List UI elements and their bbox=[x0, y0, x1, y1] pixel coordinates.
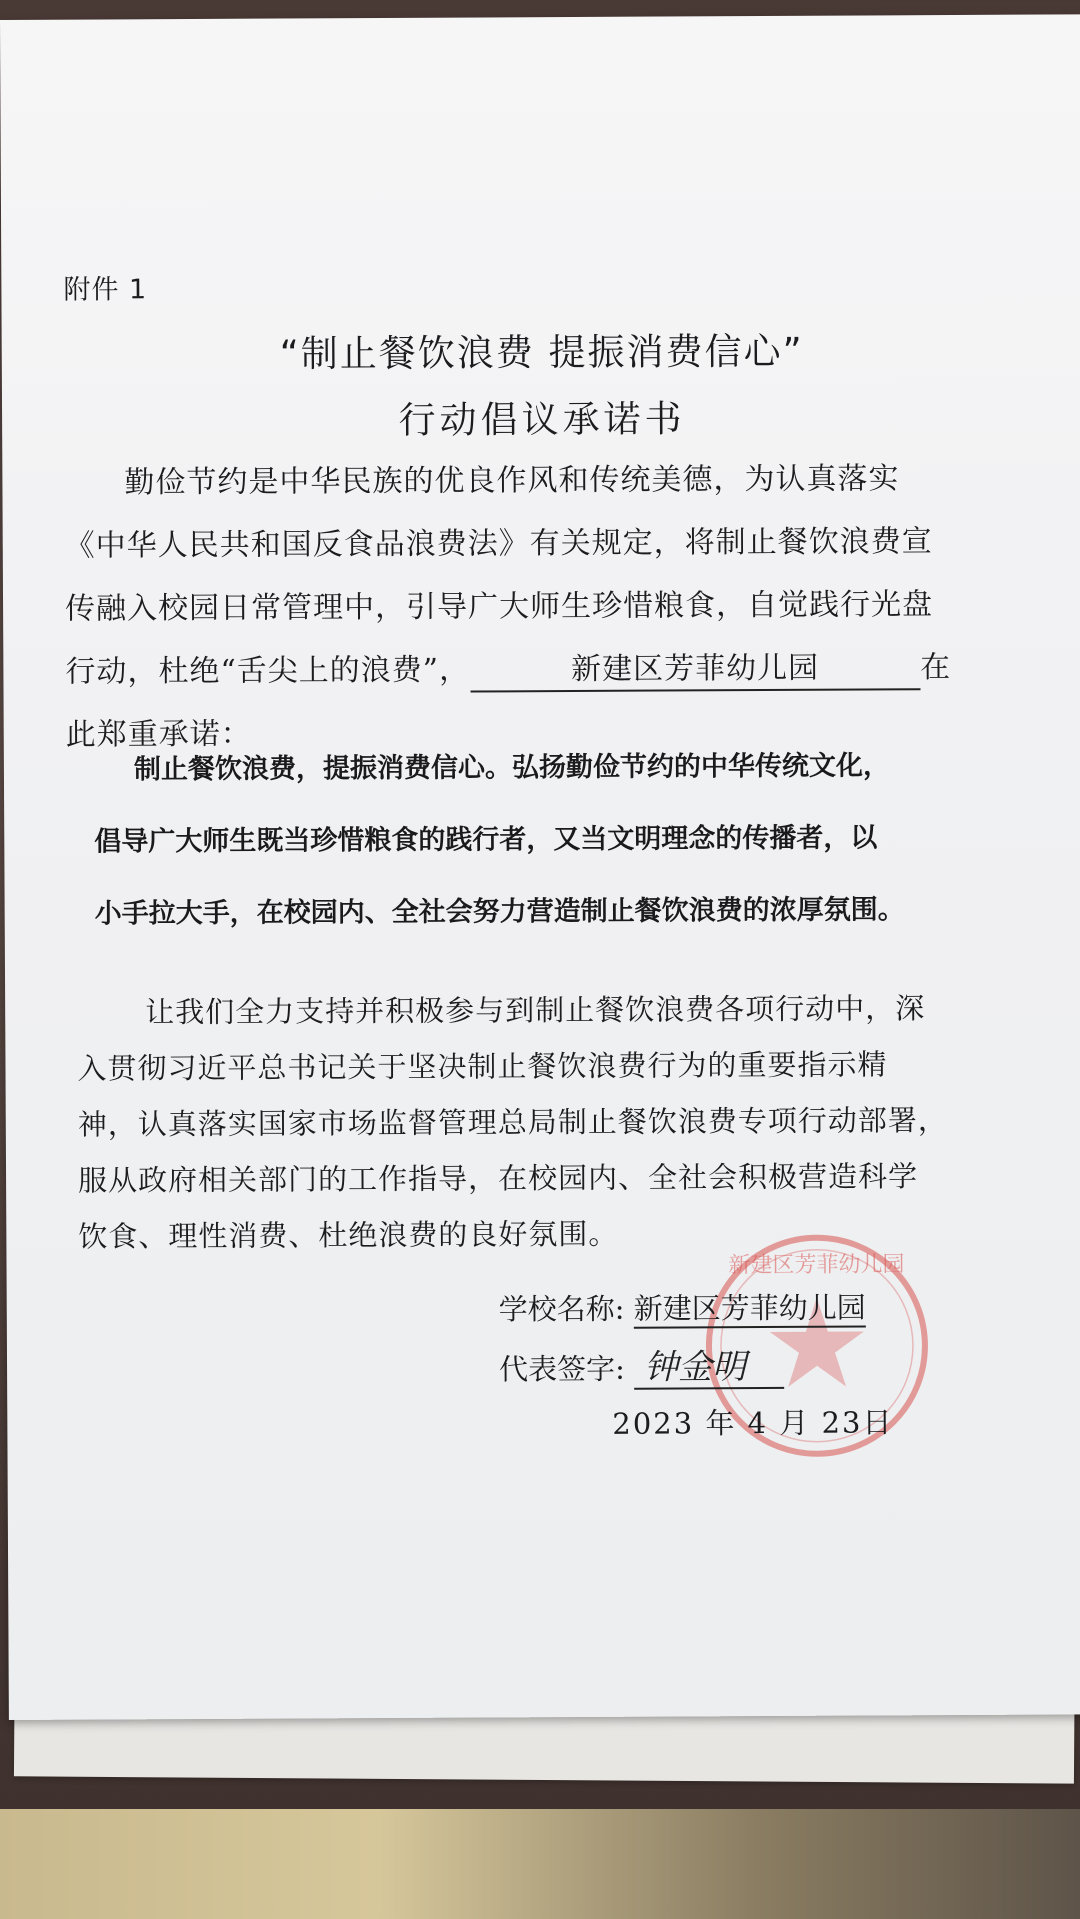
paragraph-line: 服从政府相关部门的工作指导，在校园内、全社会积极营造科学 bbox=[77, 1159, 919, 1198]
paragraph-text: 在 bbox=[919, 650, 952, 686]
paragraph-action bbox=[77, 980, 978, 1265]
paragraph-line: 神，认真落实国家市场监督管理总局制止餐饮浪费专项行动部署， bbox=[77, 1103, 948, 1142]
school-name-value: 新建区芳菲幼儿园 bbox=[634, 1289, 866, 1328]
representative-label: 代表签字: bbox=[498, 1351, 625, 1387]
handwritten-signature: 钟金明 bbox=[634, 1347, 784, 1390]
signature-block bbox=[499, 1277, 867, 1399]
paragraph-line: 入贯彻习近平总书记关于坚决制止餐饮浪费行为的重要指示精 bbox=[77, 1047, 888, 1086]
table-surface bbox=[0, 1809, 1080, 1919]
date-row bbox=[612, 1400, 893, 1442]
date-day-unit: 日 bbox=[862, 1405, 894, 1440]
date-year: 2023 bbox=[612, 1406, 695, 1441]
document-title-line2: 行动倡议承诺书 bbox=[398, 397, 686, 442]
paragraph-line: 让我们全力支持并积极参与到制止餐饮浪费各项行动中，深 bbox=[145, 991, 926, 1030]
date-month-unit: 月 bbox=[779, 1405, 811, 1440]
school-name-label: 学校名称: bbox=[498, 1291, 625, 1327]
paragraph-line: 此郑重承诺： bbox=[65, 716, 252, 753]
stamp-text: 新建区芳菲幼儿园 bbox=[728, 1252, 905, 1279]
date-month: 4 bbox=[747, 1405, 769, 1441]
paragraph-line: 《中华人民共和国反食品浪费法》有关规定，将制止餐饮浪费宣 bbox=[64, 524, 933, 564]
paragraph-intro bbox=[64, 447, 966, 767]
attachment-label: 附件 1 bbox=[63, 274, 148, 306]
document-sheet bbox=[0, 14, 1080, 1720]
paragraph-line-with-fill bbox=[65, 636, 965, 704]
paragraph-line: 勤俭节约是中华民族的优良作风和传统美德，为认真落实 bbox=[124, 461, 900, 501]
paragraph-line: 小手拉大手，在校园内、全社会努力营造制止餐饮浪费的浓厚氛围。 bbox=[94, 894, 905, 930]
paragraph-line: 制止餐饮浪费，提振消费信心。弘扬勤俭节约的中华传统文化， bbox=[133, 750, 890, 786]
paragraph-text: 行动，杜绝“舌尖上的浪费”， bbox=[65, 652, 471, 690]
school-name-row bbox=[499, 1277, 866, 1339]
date-day: 23 bbox=[821, 1405, 863, 1440]
paragraph-line: 饮食、理性消费、杜绝浪费的良好氛围。 bbox=[78, 1216, 619, 1254]
paragraph-line: 倡导广大师生既当珍惜粮食的践行者，又当文明理念的传播者，以 bbox=[94, 822, 878, 858]
representative-row bbox=[499, 1337, 866, 1399]
document-content bbox=[0, 14, 1080, 1720]
school-name-fill: 新建区芳菲幼儿园 bbox=[470, 648, 920, 692]
document-title-line1: “制止餐饮浪费 提振消费信心” bbox=[279, 329, 804, 376]
paragraph-line: 传融入校园日常管理中，引导广大师生珍惜粮食，自觉践行光盘 bbox=[64, 587, 934, 627]
date-year-unit: 年 bbox=[705, 1406, 737, 1441]
